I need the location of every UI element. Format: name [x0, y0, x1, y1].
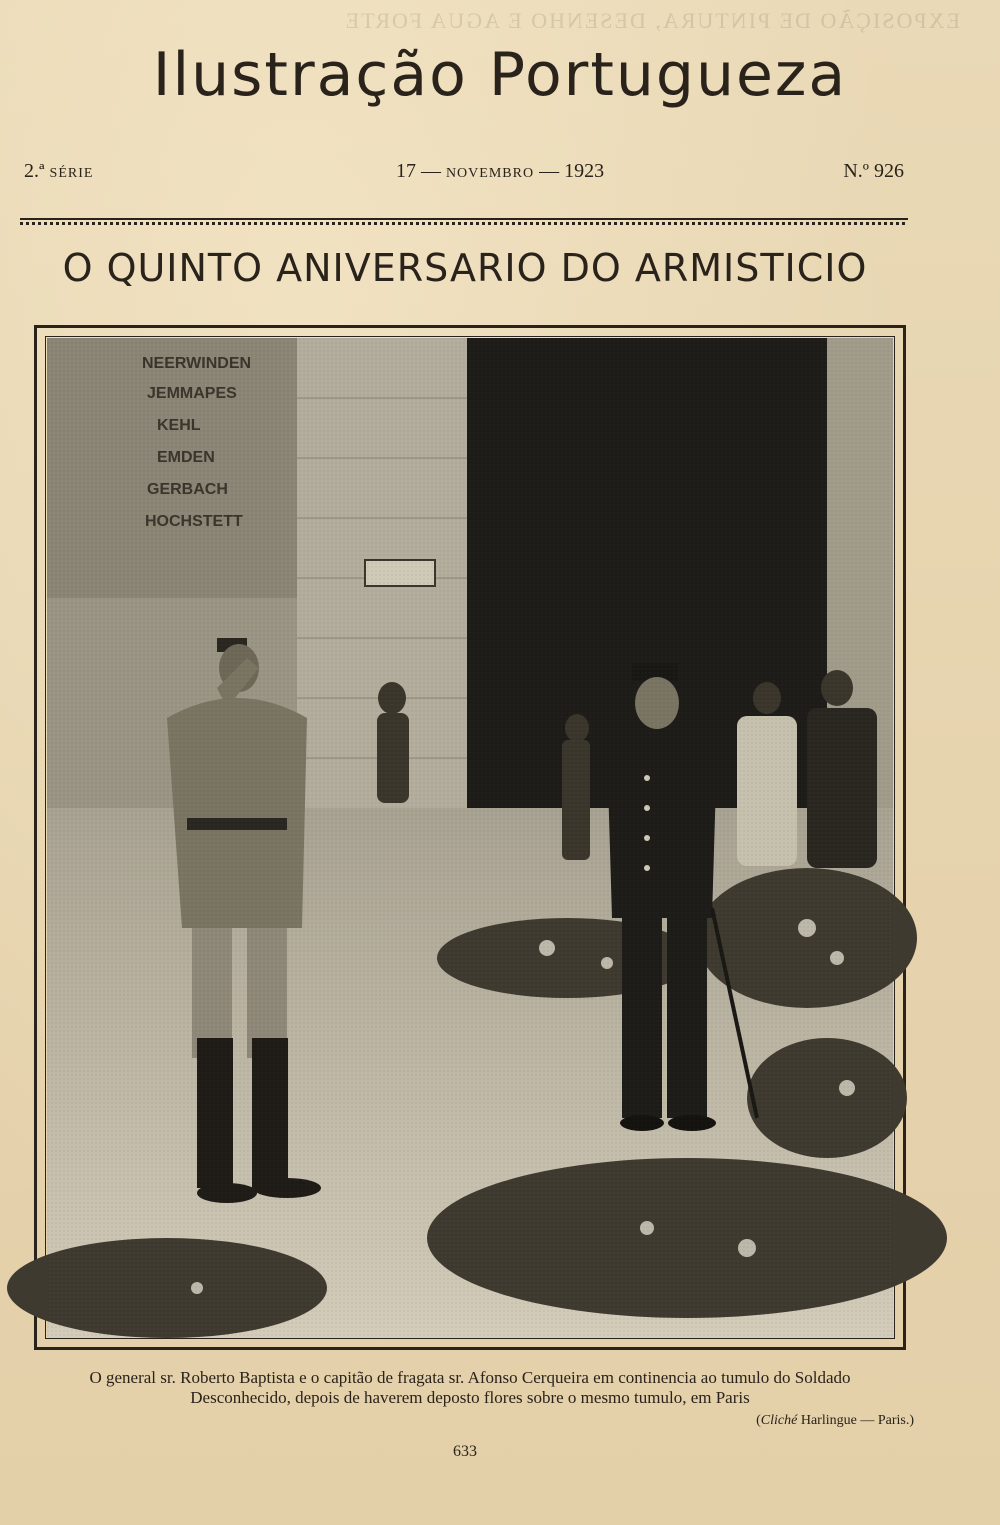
- masthead-title: Ilustração Portugueza: [152, 40, 848, 110]
- photo-frame: [34, 325, 906, 1350]
- issue-number-prefix: N.º: [843, 160, 869, 182]
- credit-source: Harlingue — Paris.: [800, 1413, 910, 1428]
- issue-number: [843, 160, 904, 183]
- article-headline: O QUINTO ANIVERSARIO DO ARMISTICIO: [62, 246, 868, 290]
- caption-line: O general sr. Roberto Baptista e o capitão de fragata sr. Afonso Cerqueira em continencia ao tumulo do Soldado: [89, 1368, 851, 1387]
- halftone-photograph: [47, 338, 893, 1338]
- issue-month: NOVEMBRO: [445, 166, 535, 181]
- issue-date: 17 — NOVEMBRO — 1923: [395, 160, 605, 182]
- photo-credit: (Cliché Harlingue — Paris.): [756, 1413, 914, 1428]
- series-word: SÉRIE: [49, 166, 94, 181]
- issue-number-value: 926: [874, 160, 904, 182]
- caption-line: Desconhecido, depois de haverem deposto flores sobre o mesmo tumulo, em Paris: [190, 1388, 750, 1407]
- issue-year: 1923: [564, 160, 605, 182]
- show-through-text: EXPOSIÇÃO DE PINTURA, DESENHO E AGUA FORTE: [343, 8, 960, 33]
- photo-caption: [0, 1368, 940, 1408]
- page-number: 633: [453, 1443, 477, 1460]
- decorative-rule: [20, 218, 908, 225]
- credit-label: Cliché: [760, 1413, 798, 1428]
- series-number: 2.ª: [24, 160, 45, 182]
- issue-day: 17: [395, 160, 416, 182]
